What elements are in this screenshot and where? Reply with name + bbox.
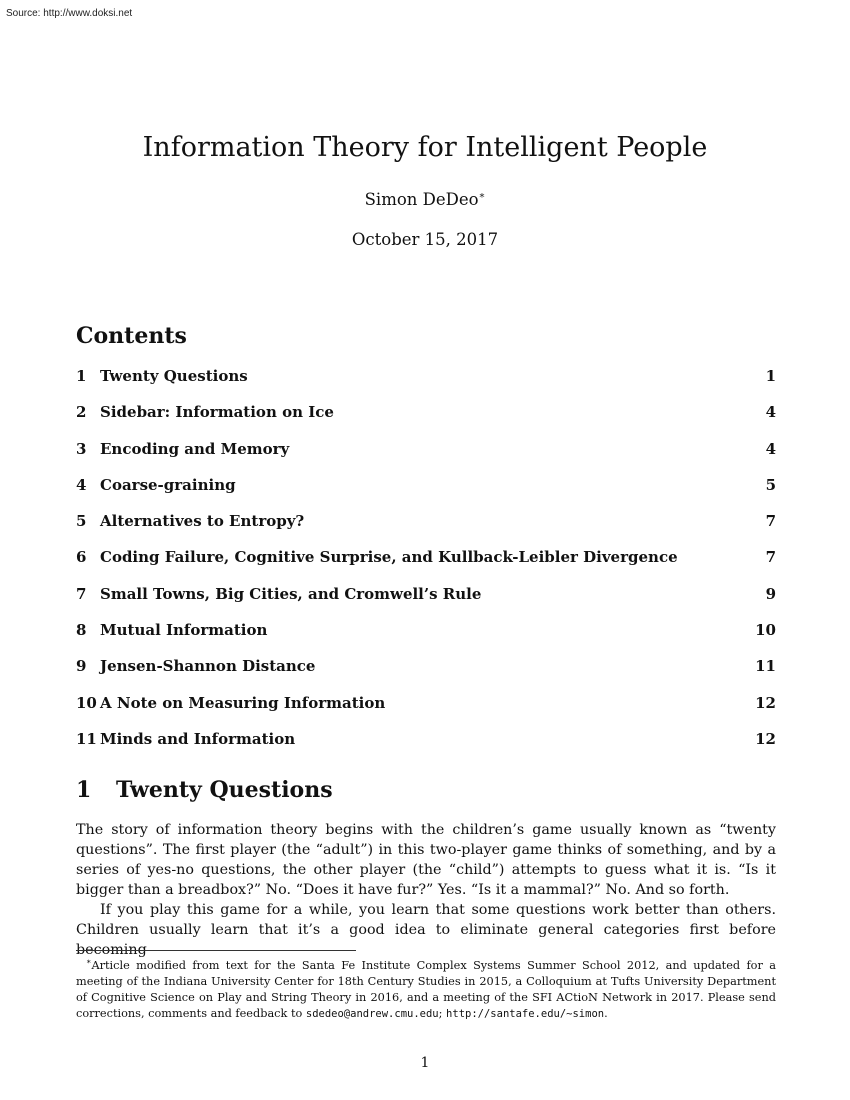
toc-entry-title: Twenty Questions: [100, 367, 248, 385]
toc-entry-title: Alternatives to Entropy?: [100, 512, 305, 531]
page-number: 1: [420, 1055, 430, 1071]
section-title: Twenty Questions: [116, 777, 333, 803]
toc-entry-number: 2: [76, 403, 87, 422]
toc-entry-number: 3: [76, 439, 87, 458]
toc-entry[interactable]: [76, 725, 776, 761]
toc-entry-title: Coarse-graining: [100, 475, 236, 494]
body-paragraph: The story of information theory begins with the children’s game usually known as “twenty questions”. The first player (the “adult”) in this two-player game thinks of something, and by a series of yes-no questions, the other player (the “child”) attempts to guess what it is. “Is it bigger than a breadbox?” No. “Does it have fur?” Yes. “Is it a mammal?” No. And so forth.: [76, 822, 776, 898]
toc-entry-title: Encoding and Memory: [100, 439, 290, 458]
section-body: [76, 820, 776, 960]
body-paragraph: If you play this game for a while, you learn that some questions work better than others. Children usually learn that it’s a good idea to eliminate general categories first before becoming: [76, 902, 776, 958]
section-number: 1: [76, 777, 92, 803]
toc-entry-page: 5: [765, 475, 776, 494]
footnote-separator: ;: [438, 1006, 447, 1020]
toc-entry-number: 11: [76, 729, 97, 748]
section-heading: [76, 777, 333, 803]
table-of-contents: [76, 362, 776, 761]
footnote-email-link[interactable]: sdedeo@andrew.cmu.edu: [305, 1007, 439, 1020]
author-line: [0, 190, 850, 209]
toc-entry-number: 9: [76, 657, 87, 676]
toc-entry[interactable]: [76, 543, 776, 579]
toc-entry-number: 5: [76, 512, 87, 531]
footnote-divider: [76, 950, 356, 951]
toc-entry-number: 4: [76, 475, 87, 494]
toc-entry-page: 11: [755, 657, 776, 676]
source-label: Source: http://www.doksi.net: [6, 8, 133, 19]
toc-entry[interactable]: [76, 435, 776, 471]
toc-entry-title: Mutual Information: [100, 621, 268, 640]
footnote-end: .: [604, 1006, 608, 1020]
toc-entry-number: 10: [76, 693, 97, 712]
toc-entry-title: A Note on Measuring Information: [100, 693, 386, 712]
toc-entry-page: 1: [765, 367, 776, 385]
footnote-url-link[interactable]: http://santafe.edu/~simon: [446, 1007, 605, 1020]
footnote-mark: ∗: [86, 957, 92, 966]
toc-entry-page: 7: [765, 512, 776, 531]
toc-entry-page: 12: [755, 693, 776, 712]
toc-entry[interactable]: [76, 507, 776, 543]
toc-entry[interactable]: [76, 362, 776, 398]
toc-entry-page: 12: [755, 729, 776, 748]
toc-entry-title: Minds and Information: [100, 729, 296, 748]
contents-heading: Contents: [76, 323, 187, 349]
toc-entry-page: 9: [765, 584, 776, 603]
toc-entry-number: 7: [76, 584, 87, 603]
toc-entry-number: 6: [76, 548, 87, 567]
toc-entry[interactable]: [76, 398, 776, 434]
toc-entry-title: Sidebar: Information on Ice: [100, 403, 334, 422]
toc-entry-number: 1: [76, 367, 87, 385]
paper-date: October 15, 2017: [351, 230, 499, 249]
toc-entry-page: 7: [765, 548, 776, 567]
toc-entry-page: 10: [755, 621, 776, 640]
toc-entry[interactable]: [76, 689, 776, 725]
toc-entry-title: Coding Failure, Cognitive Surprise, and Kullback-Leibler Divergence: [100, 548, 678, 567]
paper-title: Information Theory for Intelligent People: [142, 132, 708, 163]
toc-entry-title: Jensen-Shannon Distance: [100, 657, 316, 676]
toc-entry[interactable]: [76, 652, 776, 688]
footnote: [76, 954, 776, 1022]
footnote-text: Article modified from text for the Santa Fe Institute Complex Systems Summer School 2012, and updated for a meeting of the Indiana University Center for 18th Century Studies in 2015, a Colloquium at Tufts University Department of Cognitive Science on Play and String Theory in 2016, and a meeting of the SFI ACtioN Network in 2017. Please send corrections, comments and feedback to: [76, 958, 776, 1020]
author-name: Simon DeDeo: [364, 190, 479, 209]
toc-entry-number: 8: [76, 621, 87, 640]
toc-entry-page: 4: [765, 403, 776, 422]
toc-entry-title: Small Towns, Big Cities, and Cromwell’s Rule: [100, 584, 482, 603]
toc-entry[interactable]: [76, 471, 776, 507]
toc-entry-page: 4: [765, 439, 776, 458]
author-footnote-mark: ∗: [478, 190, 486, 202]
toc-entry[interactable]: [76, 616, 776, 652]
toc-entry[interactable]: [76, 580, 776, 616]
